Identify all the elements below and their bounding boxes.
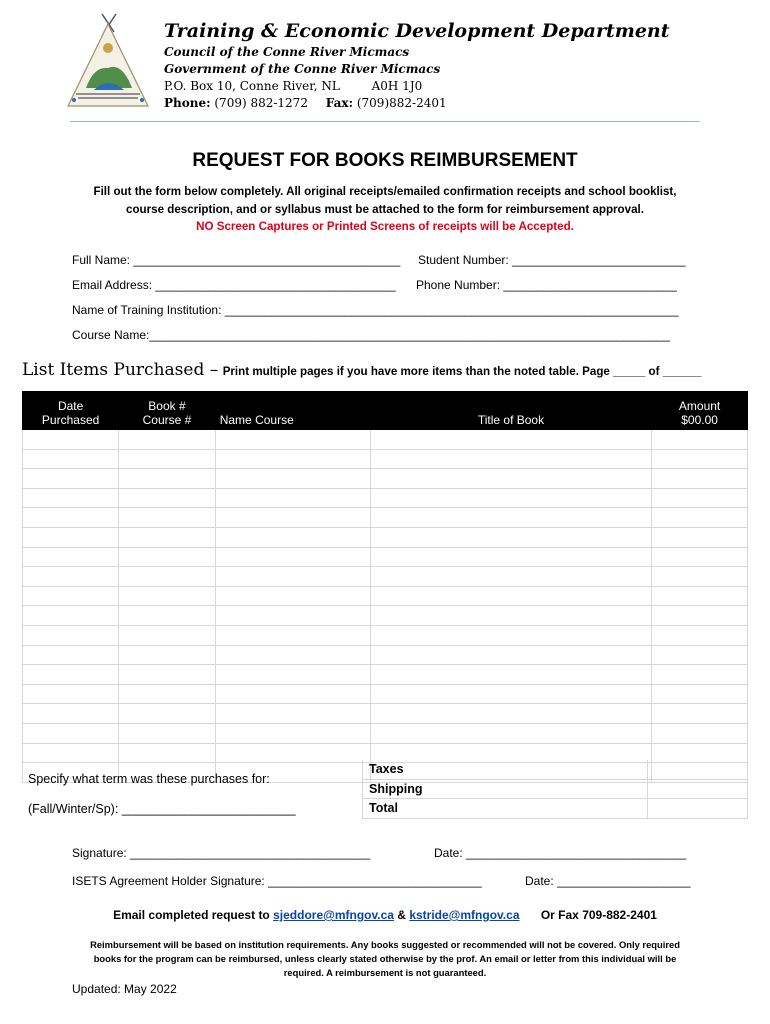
email-prefix: Email completed request to xyxy=(113,908,270,922)
table-cell[interactable] xyxy=(23,527,119,547)
table-cell[interactable] xyxy=(370,625,651,645)
table-cell[interactable] xyxy=(119,743,215,763)
contact-line xyxy=(164,96,447,110)
table-cell[interactable] xyxy=(370,430,651,450)
table-cell[interactable] xyxy=(119,488,215,508)
items-table xyxy=(22,391,748,783)
table-cell[interactable] xyxy=(652,488,748,508)
table-row xyxy=(23,704,748,724)
col-date-purchased: Date Purchased xyxy=(23,392,119,430)
note-line-1: Reimbursement will be based on institution requirements. Any books suggested or recommended will not be covered. Only required xyxy=(90,939,680,950)
table-cell[interactable] xyxy=(23,508,119,528)
student-number-field[interactable]: Student Number: __________________________ xyxy=(418,253,686,267)
table-row xyxy=(23,469,748,489)
table-row xyxy=(23,488,748,508)
shipping-label: Shipping xyxy=(363,779,648,799)
table-row xyxy=(23,567,748,587)
fax-number: (709)882-2401 xyxy=(356,96,447,110)
table-cell[interactable] xyxy=(23,665,119,685)
table-cell[interactable] xyxy=(23,488,119,508)
list-subtitle: Print multiple pages if you have more items than the noted table. Page _____ of ______ xyxy=(222,365,702,378)
table-row xyxy=(23,430,748,450)
postal-code: A0H 1J0 xyxy=(371,79,423,93)
table-cell[interactable] xyxy=(370,665,651,685)
table-cell[interactable] xyxy=(215,645,370,665)
full-name-field[interactable]: Full Name: ________________________________________ xyxy=(72,253,401,267)
table-cell[interactable] xyxy=(119,645,215,665)
table-cell[interactable] xyxy=(215,547,370,567)
total-row xyxy=(363,799,748,819)
table-cell[interactable] xyxy=(370,586,651,606)
table-cell[interactable] xyxy=(370,723,651,743)
instruction-line-1: Fill out the form below completely. All original receipts/emailed confirmation receipts and school booklist, xyxy=(93,185,677,198)
table-cell[interactable] xyxy=(370,508,651,528)
table-cell[interactable] xyxy=(652,449,748,469)
email-link-sjeddore[interactable]: sjeddore@mfngov.ca xyxy=(273,908,394,922)
table-cell[interactable] xyxy=(652,430,748,450)
table-cell[interactable] xyxy=(119,723,215,743)
table-cell[interactable] xyxy=(119,449,215,469)
isets-date-field[interactable]: Date: ____________________ xyxy=(525,874,691,888)
table-cell[interactable] xyxy=(215,567,370,587)
col-amount: Amount $00.00 xyxy=(652,392,748,430)
table-cell[interactable] xyxy=(370,606,651,626)
table-cell[interactable] xyxy=(215,469,370,489)
shipping-amount[interactable] xyxy=(648,779,748,799)
fax-instruction: Or Fax 709-882-2401 xyxy=(540,908,657,922)
table-cell[interactable] xyxy=(652,547,748,567)
table-cell[interactable] xyxy=(215,488,370,508)
table-cell[interactable] xyxy=(215,430,370,450)
table-cell[interactable] xyxy=(370,488,651,508)
table-header-row xyxy=(23,392,748,430)
table-cell[interactable] xyxy=(119,625,215,645)
fax-label: Fax: xyxy=(325,96,354,110)
table-cell[interactable] xyxy=(370,704,651,724)
institution-field[interactable]: Name of Training Institution: ____________________________________________________________________ xyxy=(72,303,679,317)
col-title-of-book: Title of Book xyxy=(370,392,651,430)
table-cell[interactable] xyxy=(215,527,370,547)
taxes-amount[interactable] xyxy=(648,760,748,779)
table-cell[interactable] xyxy=(119,704,215,724)
table-cell[interactable] xyxy=(119,430,215,450)
table-cell[interactable] xyxy=(23,606,119,626)
table-cell[interactable] xyxy=(652,527,748,547)
table-cell[interactable] xyxy=(652,606,748,626)
col-name-course: Name Course xyxy=(215,392,370,430)
table-cell[interactable] xyxy=(119,684,215,704)
table-cell[interactable] xyxy=(23,684,119,704)
council-line: Council of the Conne River Micmacs xyxy=(164,45,410,59)
instruction-line-2: course description, and or syllabus must be attached to the form for reimbursement approval. xyxy=(126,203,644,216)
address-line xyxy=(164,79,422,93)
signature-field[interactable]: Signature: ____________________________________ xyxy=(72,846,371,860)
table-cell[interactable] xyxy=(652,684,748,704)
table-row xyxy=(23,527,748,547)
total-amount[interactable] xyxy=(648,799,748,819)
table-row xyxy=(23,625,748,645)
table-cell[interactable] xyxy=(23,469,119,489)
note-line-3: required. A reimbursement is not guaranteed. xyxy=(283,967,487,978)
table-cell[interactable] xyxy=(215,606,370,626)
warning-text: NO Screen Captures or Printed Screens of receipts will be Accepted. xyxy=(196,220,574,233)
table-row xyxy=(23,586,748,606)
table-row xyxy=(23,449,748,469)
isets-signature-field[interactable]: ISETS Agreement Holder Signature: ________________________________ xyxy=(72,874,482,888)
table-cell[interactable] xyxy=(23,586,119,606)
table-cell[interactable] xyxy=(119,586,215,606)
list-heading xyxy=(22,360,701,380)
table-cell[interactable] xyxy=(23,645,119,665)
table-cell[interactable] xyxy=(652,665,748,685)
table-cell[interactable] xyxy=(652,645,748,665)
table-cell[interactable] xyxy=(370,645,651,665)
table-row xyxy=(23,665,748,685)
email-instruction xyxy=(0,908,770,922)
table-cell[interactable] xyxy=(119,606,215,626)
taxes-label: Taxes xyxy=(363,760,648,779)
table-row xyxy=(23,606,748,626)
table-cell[interactable] xyxy=(652,469,748,489)
table-cell[interactable] xyxy=(119,527,215,547)
table-cell[interactable] xyxy=(215,586,370,606)
total-label: Total xyxy=(363,799,648,819)
table-row xyxy=(23,723,748,743)
table-cell[interactable] xyxy=(119,508,215,528)
table-cell[interactable] xyxy=(119,469,215,489)
table-cell[interactable] xyxy=(119,547,215,567)
term-question: Specify what term was these purchases for: xyxy=(28,772,270,786)
signature-date-field[interactable]: Date: _________________________________ xyxy=(434,846,687,860)
table-cell[interactable] xyxy=(215,743,370,763)
note-line-2: books for the program can be reimbursed, unless clearly stated otherwise by the prof. An email or letter from this individual will be xyxy=(93,953,677,964)
table-cell[interactable] xyxy=(370,547,651,567)
term-answer-field[interactable]: (Fall/Winter/Sp): _________________________ xyxy=(28,802,296,816)
table-cell[interactable] xyxy=(215,449,370,469)
table-cell[interactable] xyxy=(23,567,119,587)
table-cell[interactable] xyxy=(652,586,748,606)
table-cell[interactable] xyxy=(652,704,748,724)
table-cell[interactable] xyxy=(652,723,748,743)
table-cell[interactable] xyxy=(370,567,651,587)
table-row xyxy=(23,508,748,528)
table-cell[interactable] xyxy=(23,704,119,724)
table-cell[interactable] xyxy=(370,684,651,704)
email-address-field[interactable]: Email Address: ____________________________________ xyxy=(72,278,396,292)
phone-label: Phone: xyxy=(164,96,211,110)
table-cell[interactable] xyxy=(23,430,119,450)
table-cell[interactable] xyxy=(119,665,215,685)
col-book-course: Book # Course # xyxy=(119,392,215,430)
list-title: List Items Purchased – xyxy=(22,360,219,380)
table-cell[interactable] xyxy=(23,547,119,567)
address: P.O. Box 10, Conne River, NL xyxy=(164,79,340,93)
phone-number: (709) 882-1272 xyxy=(214,96,308,110)
table-cell[interactable] xyxy=(23,449,119,469)
totals-table xyxy=(362,760,748,819)
table-cell[interactable] xyxy=(215,684,370,704)
taxes-row xyxy=(363,760,748,779)
table-cell[interactable] xyxy=(23,723,119,743)
table-row xyxy=(23,645,748,665)
department-logo xyxy=(64,10,152,110)
table-cell[interactable] xyxy=(370,469,651,489)
course-name-field[interactable]: Course Name:______________________________________________________________________________ xyxy=(72,328,670,342)
header-divider xyxy=(70,121,700,122)
table-cell[interactable] xyxy=(215,625,370,645)
form-title: REQUEST FOR BOOKS REIMBURSEMENT xyxy=(192,150,578,171)
table-cell[interactable] xyxy=(215,665,370,685)
table-cell[interactable] xyxy=(370,527,651,547)
table-cell[interactable] xyxy=(652,508,748,528)
table-cell[interactable] xyxy=(215,723,370,743)
table-cell[interactable] xyxy=(652,625,748,645)
shipping-row xyxy=(363,779,748,799)
reimbursement-note xyxy=(60,938,710,980)
government-line: Government of the Conne River Micmacs xyxy=(164,62,441,76)
table-cell[interactable] xyxy=(23,743,119,763)
table-cell[interactable] xyxy=(370,449,651,469)
updated-date: Updated: May 2022 xyxy=(72,982,177,996)
table-cell[interactable] xyxy=(119,567,215,587)
table-cell[interactable] xyxy=(23,625,119,645)
table-cell[interactable] xyxy=(215,508,370,528)
email-link-kstride[interactable]: kstride@mfngov.ca xyxy=(409,908,520,922)
table-row xyxy=(23,684,748,704)
table-cell[interactable] xyxy=(215,704,370,724)
department-title: Training & Economic Development Department xyxy=(164,20,670,42)
phone-number-field[interactable]: Phone Number: __________________________ xyxy=(416,278,677,292)
table-row xyxy=(23,547,748,567)
email-amp: & xyxy=(397,908,406,922)
table-cell[interactable] xyxy=(652,567,748,587)
